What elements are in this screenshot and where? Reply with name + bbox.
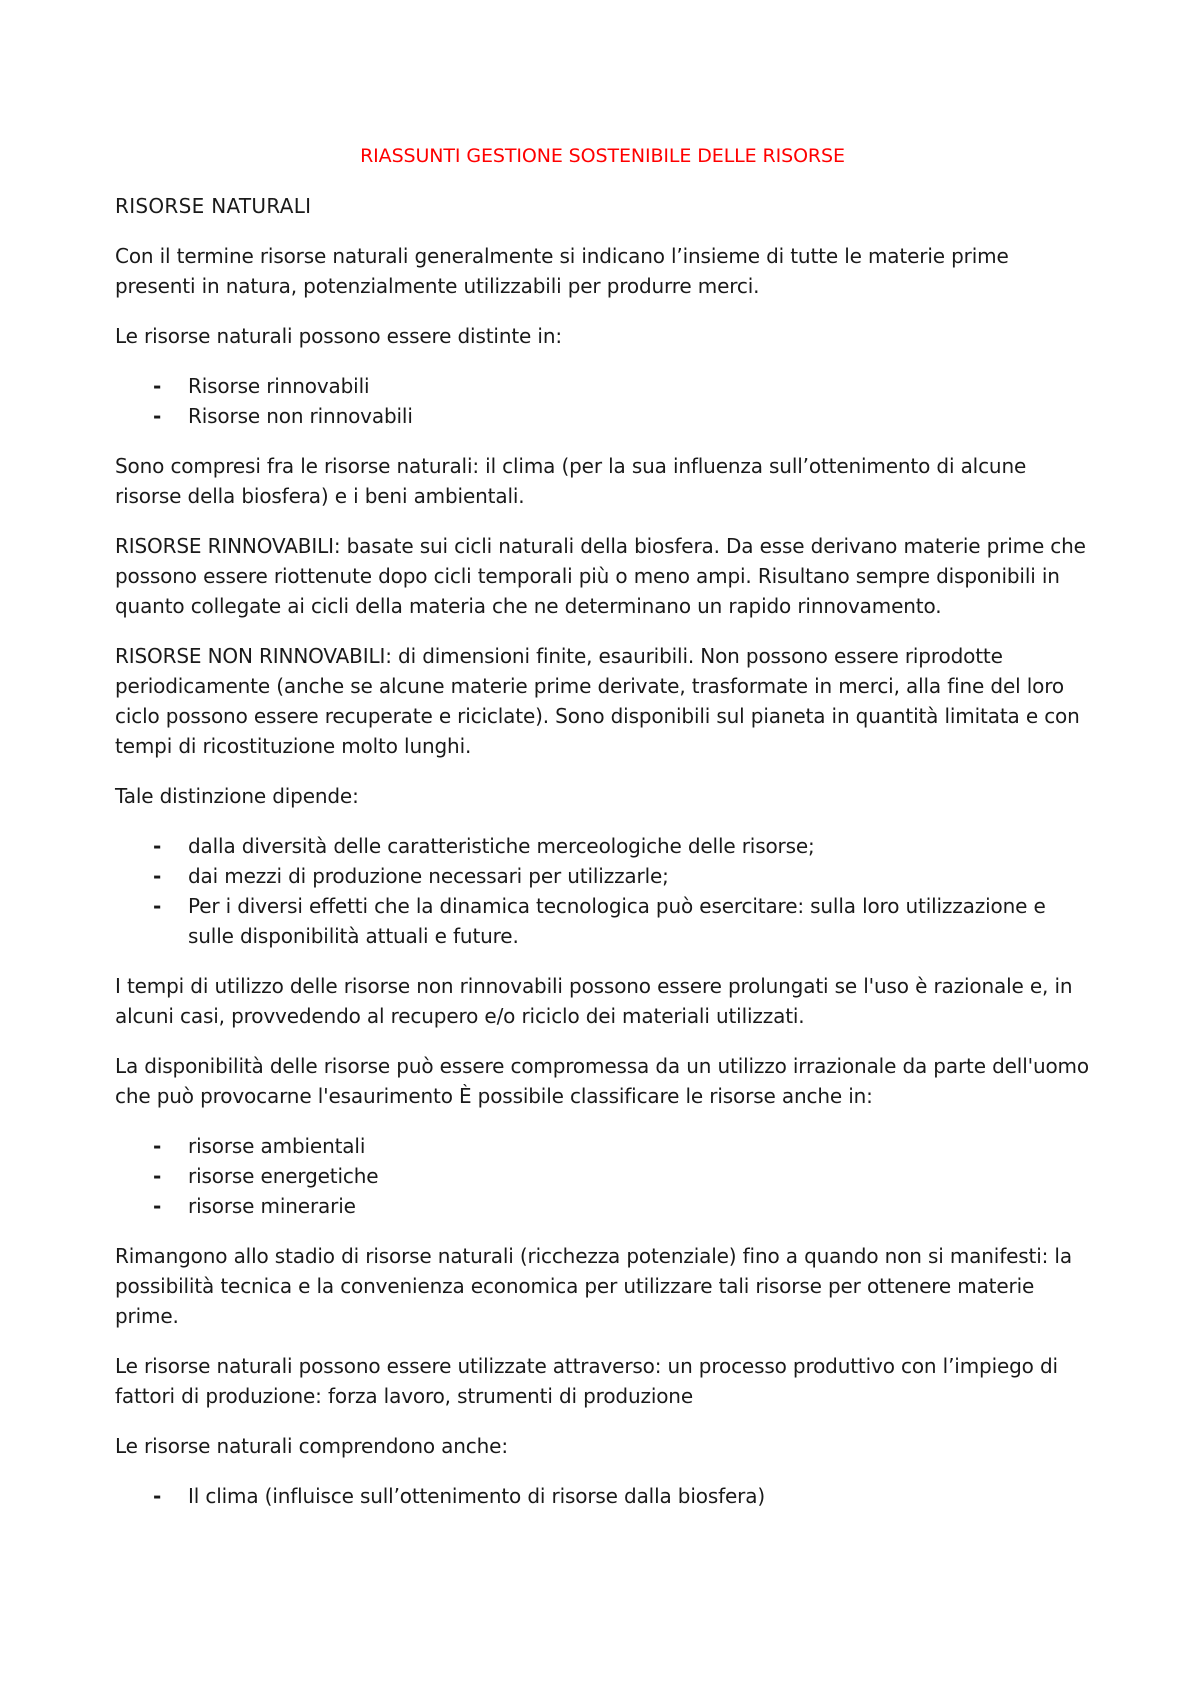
dash-bullet-icon: - [153, 834, 162, 858]
list-item [115, 1161, 1090, 1191]
document-title: RIASSUNTI GESTIONE SOSTENIBILE DELLE RISORSE [360, 145, 845, 167]
list-item [115, 1481, 1090, 1511]
list-also-include [115, 1481, 1090, 1511]
dash-bullet-icon: - [153, 1164, 162, 1188]
list-item [115, 401, 1090, 431]
dash-bullet-icon: - [153, 1194, 162, 1218]
list-item [115, 831, 1090, 861]
list-item-text: Per i diversi effetti che la dinamica tecnologica può esercitare: sulla loro utilizzazione e sulle disponibilità attuali e future. [188, 894, 1046, 948]
dash-bullet-icon: - [153, 894, 162, 918]
paragraph-availability: La disponibilità delle risorse può essere compromessa da un utilizzo irrazionale da parte dell'uomo che può provocarne l'esaurimento È possibile classificare le risorse anche in: [115, 1054, 1089, 1108]
list-item-text: Risorse non rinnovabili [188, 404, 413, 428]
dash-bullet-icon: - [153, 1484, 162, 1508]
dash-bullet-icon: - [153, 1134, 162, 1158]
paragraph-usage-time: I tempi di utilizzo delle risorse non rinnovabili possono essere prolungati se l'uso è razionale e, in alcuni casi, provvedendo al recupero e/o riciclo dei materiali utilizzati. [115, 974, 1073, 1028]
list-resource-classes [115, 1131, 1090, 1221]
list-resource-types [115, 371, 1090, 431]
dash-bullet-icon: - [153, 404, 162, 428]
paragraph-distinction-depends: Tale distinzione dipende: [115, 784, 359, 808]
list-item-text: risorse ambientali [188, 1134, 366, 1158]
list-item-text: Risorse rinnovabili [188, 374, 370, 398]
list-item [115, 371, 1090, 401]
section-heading: RISORSE NATURALI [115, 194, 312, 218]
list-item [115, 891, 1090, 951]
list-item-text: dai mezzi di produzione necessari per utilizzarle; [188, 864, 669, 888]
list-item-text: risorse minerarie [188, 1194, 356, 1218]
list-item [115, 861, 1090, 891]
paragraph-utilization: Le risorse naturali possono essere utilizzate attraverso: un processo produttivo con l’impiego di fattori di produzione: forza lavoro, strumenti di produzione [115, 1354, 1058, 1408]
list-item-text: Il clima (influisce sull’ottenimento di risorse dalla biosfera) [188, 1484, 765, 1508]
list-item-text: risorse energetiche [188, 1164, 379, 1188]
list-item [115, 1131, 1090, 1161]
paragraph-renewable: RISORSE RINNOVABILI: basate sui cicli naturali della biosfera. Da esse derivano materie prime che possono essere riottenute dopo cicli temporali più o meno ampi. Risultano sempre disponibili in quanto collegate ai cicli della materia che ne determinano un rapido rinnovamento. [115, 534, 1086, 618]
dash-bullet-icon: - [153, 864, 162, 888]
paragraph-also-include: Le risorse naturali comprendono anche: [115, 1434, 508, 1458]
list-item-text: dalla diversità delle caratteristiche merceologiche delle risorse; [188, 834, 815, 858]
paragraph-definition: Con il termine risorse naturali generalmente si indicano l’insieme di tutte le materie prime presenti in natura, potenzialmente utilizzabili per produrre merci. [115, 244, 1009, 298]
list-distinction-factors [115, 831, 1090, 951]
paragraph-non-renewable: RISORSE NON RINNOVABILI: di dimensioni finite, esauribili. Non possono essere riprodotte periodicamente (anche se alcune materie prime derivate, trasformate in merci, alla fine del loro ciclo possono essere recuperate e riciclate). Sono disponibili sul pianeta in quantità limitata e con tempi di ricostituzione molto lunghi. [115, 644, 1080, 758]
paragraph-included-resources: Sono compresi fra le risorse naturali: il clima (per la sua influenza sull’ottenimento di alcune risorse della biosfera) e i beni ambientali. [115, 454, 1027, 508]
paragraph-distinction-intro: Le risorse naturali possono essere distinte in: [115, 324, 562, 348]
paragraph-potential-wealth: Rimangono allo stadio di risorse naturali (ricchezza potenziale) fino a quando non si manifesti: la possibilità tecnica e la convenienza economica per utilizzare tali risorse per ottenere materie prime. [115, 1244, 1072, 1328]
dash-bullet-icon: - [153, 374, 162, 398]
list-item [115, 1191, 1090, 1221]
